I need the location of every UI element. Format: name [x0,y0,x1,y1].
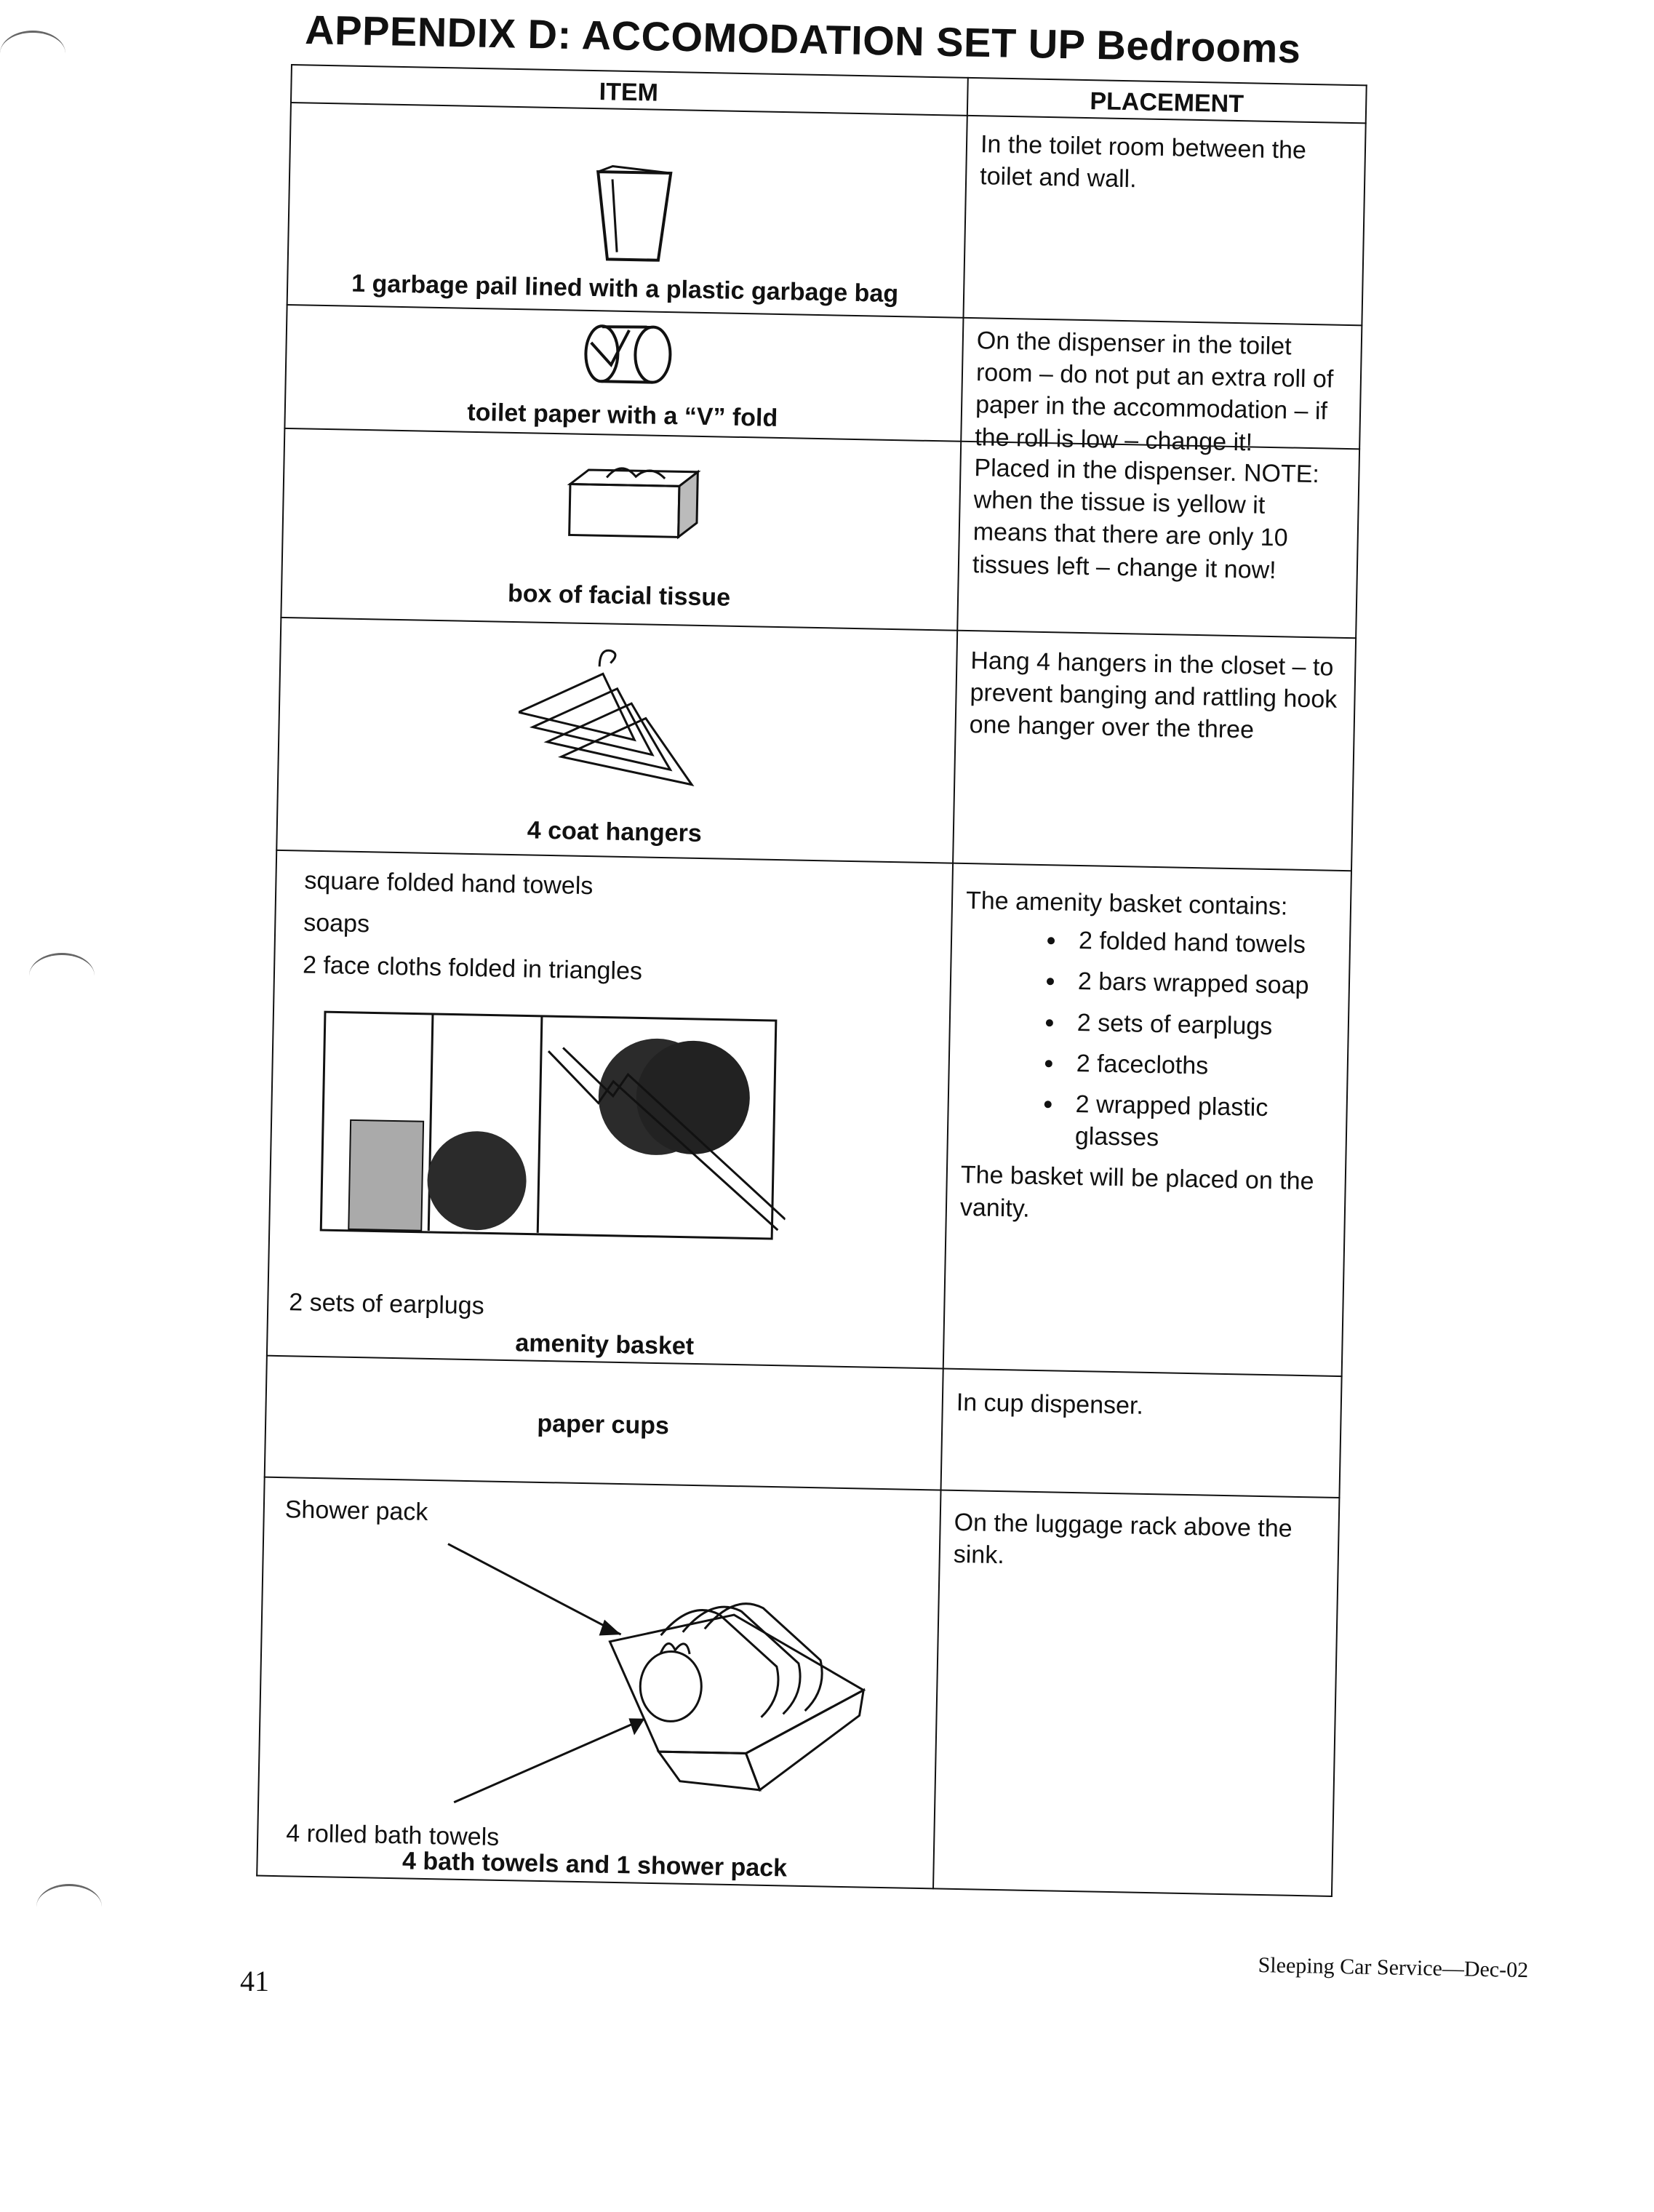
item-garbage-pail: 1 garbage pail lined with a plastic garbage bag [351,269,899,308]
garbage-pail-icon [589,164,679,268]
page-title: APPENDIX D: ACCOMODATION SET UP Bedrooms [304,6,1302,72]
coat-hangers-icon [517,643,767,793]
item-amenity-basket: amenity basket [515,1329,695,1360]
placement-amenity-basket [960,885,1338,1230]
amenity-basket-icon [319,1010,789,1281]
list-item: • 2 bars wrapped soap [1066,965,1336,1002]
amenity-hand-towels-label: square folded hand towels [304,866,594,901]
placement-garbage-pail: In the toilet room between the toilet and wall. [979,130,1307,193]
binder-hole-top [0,31,65,76]
item-bath-towels-shower-pack: 4 bath towels and 1 shower pack [401,1847,788,1882]
amenity-soaps-label: soaps [303,909,370,938]
amenity-face-cloths-label: 2 face cloths folded in triangles [302,951,643,986]
list-item: • 2 sets of earplugs [1065,1006,1335,1043]
amenity-outro: The basket will be placed on the vanity. [959,1161,1314,1223]
page-number: 41 [240,1965,269,1997]
bath-towels-tray-icon [439,1529,882,1828]
item-paper-cups: paper cups [537,1409,670,1440]
footer-text: Sleeping Car Service—Dec-02 [1258,1953,1529,1983]
binder-hole-bottom [36,1884,102,1930]
list-item: • 2 facecloths [1064,1047,1334,1084]
amenity-contents-list [962,922,1337,1157]
amenity-intro: The amenity basket contains: [965,887,1288,921]
item-toilet-paper: toilet paper with a “V” fold [467,398,778,432]
tissue-box-icon [562,462,708,545]
placement-toilet-paper: On the dispenser in the toilet room – do not put an extra roll of paper in the accommodation – if the roll is low – change it! [974,327,1334,457]
item-coat-hangers: 4 coat hangers [527,816,703,848]
list-item: • 2 wrapped plastic glasses [1063,1088,1333,1157]
setup-table [256,64,1367,1897]
placement-facial-tissue: Placed in the dispenser. NOTE: when the tissue is yellow it means that there are only 10 tissues left – change it now! [972,454,1320,584]
header-item: ITEM [599,78,659,107]
rolled-towels-label: 4 rolled bath towels [285,1819,500,1851]
header-placement: PLACEMENT [1090,87,1245,119]
amenity-earplugs-label: 2 sets of earplugs [288,1288,485,1320]
placement-paper-cups: In cup dispenser. [956,1388,1144,1420]
item-facial-tissue: box of facial tissue [507,579,731,612]
placement-bath-towels: On the luggage rack above the sink. [953,1508,1293,1570]
shower-pack-label: Shower pack [284,1496,428,1526]
toilet-paper-icon [583,321,679,388]
list-item: • 2 folded hand towels [1067,925,1337,962]
binder-hole-middle [29,953,95,999]
placement-coat-hangers: Hang 4 hangers in the closet – to prevent banging and rattling hook one hanger over the three [969,647,1338,744]
